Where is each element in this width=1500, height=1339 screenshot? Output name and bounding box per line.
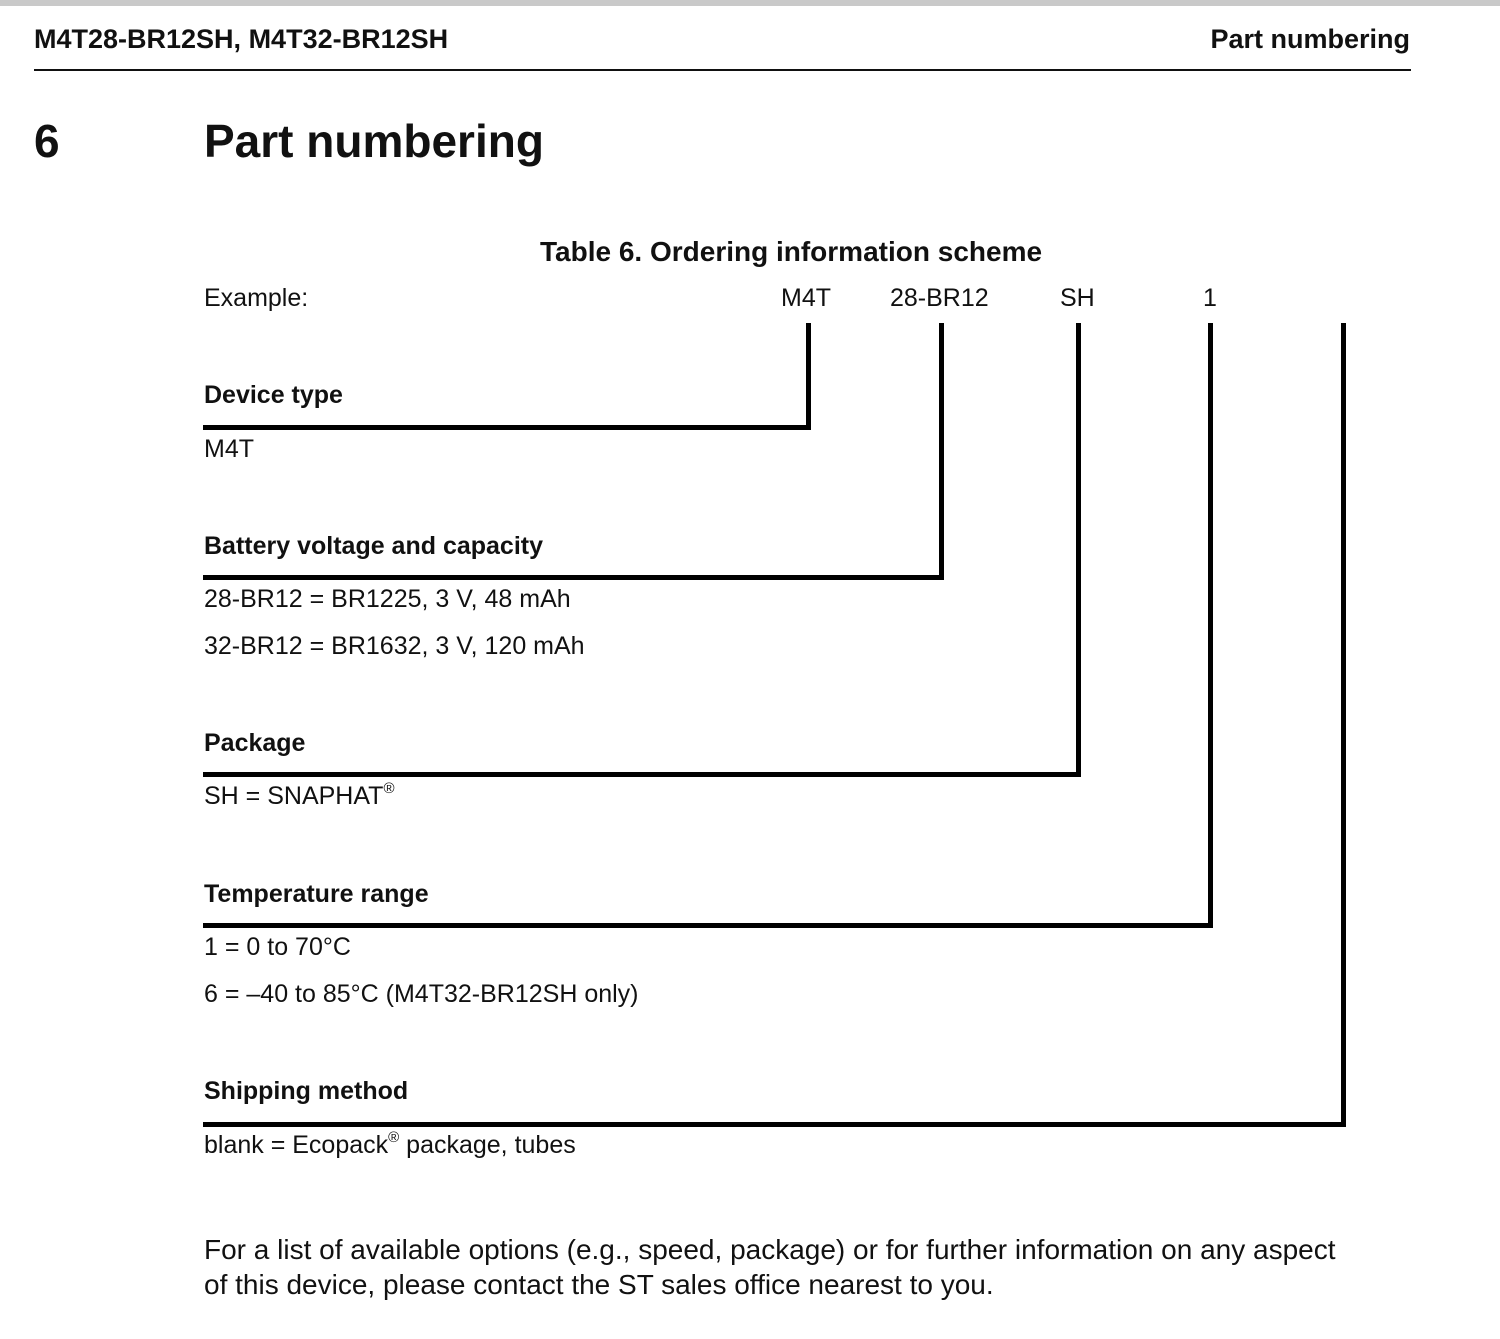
note-line-2: of this device, please contact the ST sales office nearest to you. [204, 1269, 994, 1300]
table-title: Table 6. Ordering information scheme [540, 236, 1043, 267]
example-part-device: M4T [781, 284, 831, 312]
example-part-package: SH [1060, 284, 1095, 312]
section-number: 6 [34, 115, 60, 167]
field-title-device-type: Device type [204, 381, 343, 409]
note-line-1: For a list of available options (e.g., speed, package) or for further information on any aspect [204, 1234, 1336, 1265]
connector-shipping-vertical [1341, 323, 1346, 1127]
registered-mark: ® [383, 780, 395, 797]
field-title-battery: Battery voltage and capacity [204, 532, 544, 560]
example-part-temperature: 1 [1203, 284, 1217, 312]
field-title-shipping: Shipping method [204, 1077, 409, 1105]
connector-device-vertical [806, 323, 811, 430]
connector-temperature-vertical [1208, 323, 1213, 928]
temperature-value-2: 6 = –40 to 85°C (M4T32-BR12SH only) [204, 980, 639, 1008]
package-value-text: SH = SNAPHAT [204, 782, 384, 810]
connector-package-horizontal [203, 772, 1081, 777]
registered-mark: ® [388, 1129, 400, 1146]
device-type-value: M4T [204, 435, 254, 463]
section-title: Part numbering [204, 115, 544, 167]
connector-shipping-horizontal [203, 1122, 1346, 1127]
shipping-value [204, 1131, 576, 1160]
viewer-top-strip [0, 0, 1500, 6]
package-value [204, 782, 395, 811]
example-part-battery: 28-BR12 [890, 284, 989, 312]
connector-battery-horizontal [203, 575, 944, 580]
field-title-package: Package [204, 729, 306, 757]
header-rule [34, 69, 1411, 71]
header-section-label: Part numbering [1210, 24, 1410, 54]
temperature-value-1: 1 = 0 to 70°C [204, 933, 351, 961]
battery-value-1: 28-BR12 = BR1225, 3 V, 48 mAh [204, 585, 571, 613]
document-title: M4T28-BR12SH, M4T32-BR12SH [34, 24, 449, 54]
connector-device-horizontal [203, 425, 811, 430]
connector-temperature-horizontal [203, 923, 1213, 928]
connector-package-vertical [1076, 323, 1081, 777]
shipping-value-suffix: package, tubes [399, 1131, 576, 1159]
connector-battery-vertical [939, 323, 944, 580]
shipping-value-text: blank = Ecopack [204, 1131, 389, 1159]
field-title-temperature: Temperature range [204, 880, 429, 908]
battery-value-2: 32-BR12 = BR1632, 3 V, 120 mAh [204, 632, 585, 660]
example-label: Example: [204, 284, 309, 312]
